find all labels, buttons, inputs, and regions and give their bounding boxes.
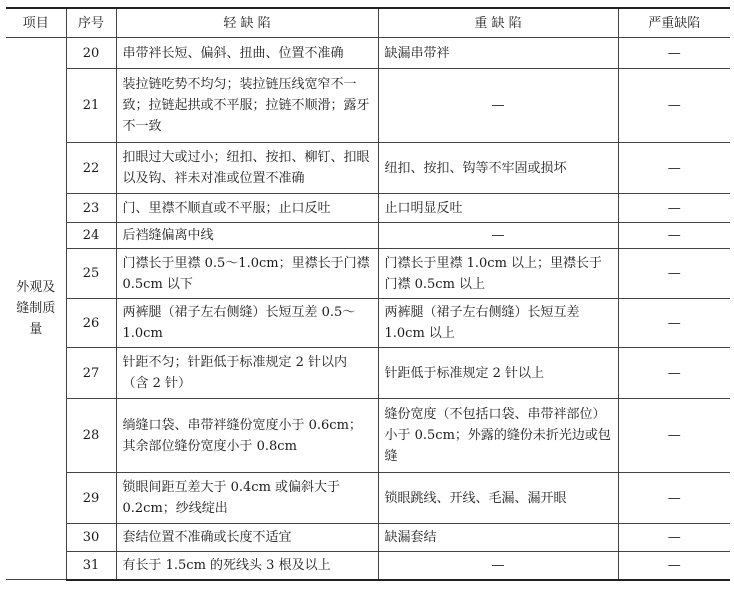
major-defect: — (378, 69, 618, 143)
row-number: 30 (66, 524, 116, 552)
minor-defect: 装拉链吃势不均匀；装拉链压线宽窄不一致；拉链起拱或不平服；拉链不顺滑；露牙不一致 (116, 69, 378, 143)
critical-defect: — (618, 223, 730, 249)
critical-defect: — (618, 249, 730, 299)
header-no: 序号 (66, 8, 116, 38)
row-number: 24 (66, 223, 116, 249)
table-row (6, 524, 730, 552)
table-row (6, 348, 730, 399)
major-defect: 纽扣、按扣、钩等不牢固或损坏 (378, 143, 618, 194)
critical-defect: — (618, 194, 730, 223)
table-row (6, 299, 730, 348)
row-number: 22 (66, 143, 116, 194)
row-number: 20 (66, 38, 116, 69)
row-number: 28 (66, 399, 116, 473)
minor-defect: 门襟长于里襟 0.5～1.0cm；里襟长于门襟 0.5cm 以下 (116, 249, 378, 299)
row-number: 29 (66, 473, 116, 524)
table-row (6, 194, 730, 223)
major-defect: 门襟长于里襟 1.0cm 以上；里襟长于门襟 0.5cm 以上 (378, 249, 618, 299)
major-defect: — (378, 552, 618, 580)
row-number: 21 (66, 69, 116, 143)
minor-defect: 扣眼过大或过小；纽扣、按扣、柳钉、扣眼以及钩、袢未对准或位置不准确 (116, 143, 378, 194)
critical-defect: — (618, 143, 730, 194)
minor-defect: 绱缝口袋、串带袢缝份宽度小于 0.6cm；其余部位缝份宽度小于 0.8cm (116, 399, 378, 473)
major-defect: 缝份宽度（不包括口袋、串带袢部位）小于 0.5cm；外露的缝份未折光边或包缝 (378, 399, 618, 473)
header-major: 重 缺 陷 (378, 8, 618, 38)
row-number: 23 (66, 194, 116, 223)
table-row (6, 143, 730, 194)
major-defect: — (378, 223, 618, 249)
defect-table (6, 7, 730, 581)
critical-defect: — (618, 299, 730, 348)
row-number: 25 (66, 249, 116, 299)
minor-defect: 门、里襟不顺直或不平服；止口反吐 (116, 194, 378, 223)
table-row (6, 552, 730, 580)
item-label: 外观及缝制质量 (6, 38, 66, 580)
minor-defect: 锁眼间距互差大于 0.4cm 或偏斜大于 0.2cm；纱线绽出 (116, 473, 378, 524)
minor-defect: 针距不匀；针距低于标准规定 2 针以内（含 2 针） (116, 348, 378, 399)
table-row (6, 399, 730, 473)
header-item: 项目 (6, 8, 66, 38)
header-row (6, 8, 730, 38)
major-defect: 缺漏串带袢 (378, 38, 618, 69)
minor-defect: 有长于 1.5cm 的死线头 3 根及以上 (116, 552, 378, 580)
header-critical: 严重缺陷 (618, 8, 730, 38)
row-number: 31 (66, 552, 116, 580)
critical-defect: — (618, 69, 730, 143)
minor-defect: 后裆缝偏离中线 (116, 223, 378, 249)
critical-defect: — (618, 552, 730, 580)
critical-defect: — (618, 348, 730, 399)
critical-defect: — (618, 524, 730, 552)
table-row (6, 473, 730, 524)
table-row (6, 38, 730, 69)
major-defect: 锁眼跳线、开线、毛漏、漏开眼 (378, 473, 618, 524)
major-defect: 缺漏套结 (378, 524, 618, 552)
minor-defect: 两裤腿（裙子左右侧缝）长短互差 0.5～1.0cm (116, 299, 378, 348)
critical-defect: — (618, 473, 730, 524)
minor-defect: 串带袢长短、偏斜、扭曲、位置不准确 (116, 38, 378, 69)
table-row (6, 249, 730, 299)
minor-defect: 套结位置不准确或长度不适宜 (116, 524, 378, 552)
table-row (6, 223, 730, 249)
major-defect: 两裤腿（裙子左右侧缝）长短互差 1.0cm 以上 (378, 299, 618, 348)
major-defect: 针距低于标准规定 2 针以上 (378, 348, 618, 399)
critical-defect: — (618, 399, 730, 473)
major-defect: 止口明显反吐 (378, 194, 618, 223)
critical-defect: — (618, 38, 730, 69)
row-number: 27 (66, 348, 116, 399)
row-number: 26 (66, 299, 116, 348)
header-minor: 轻 缺 陷 (116, 8, 378, 38)
table-row (6, 69, 730, 143)
